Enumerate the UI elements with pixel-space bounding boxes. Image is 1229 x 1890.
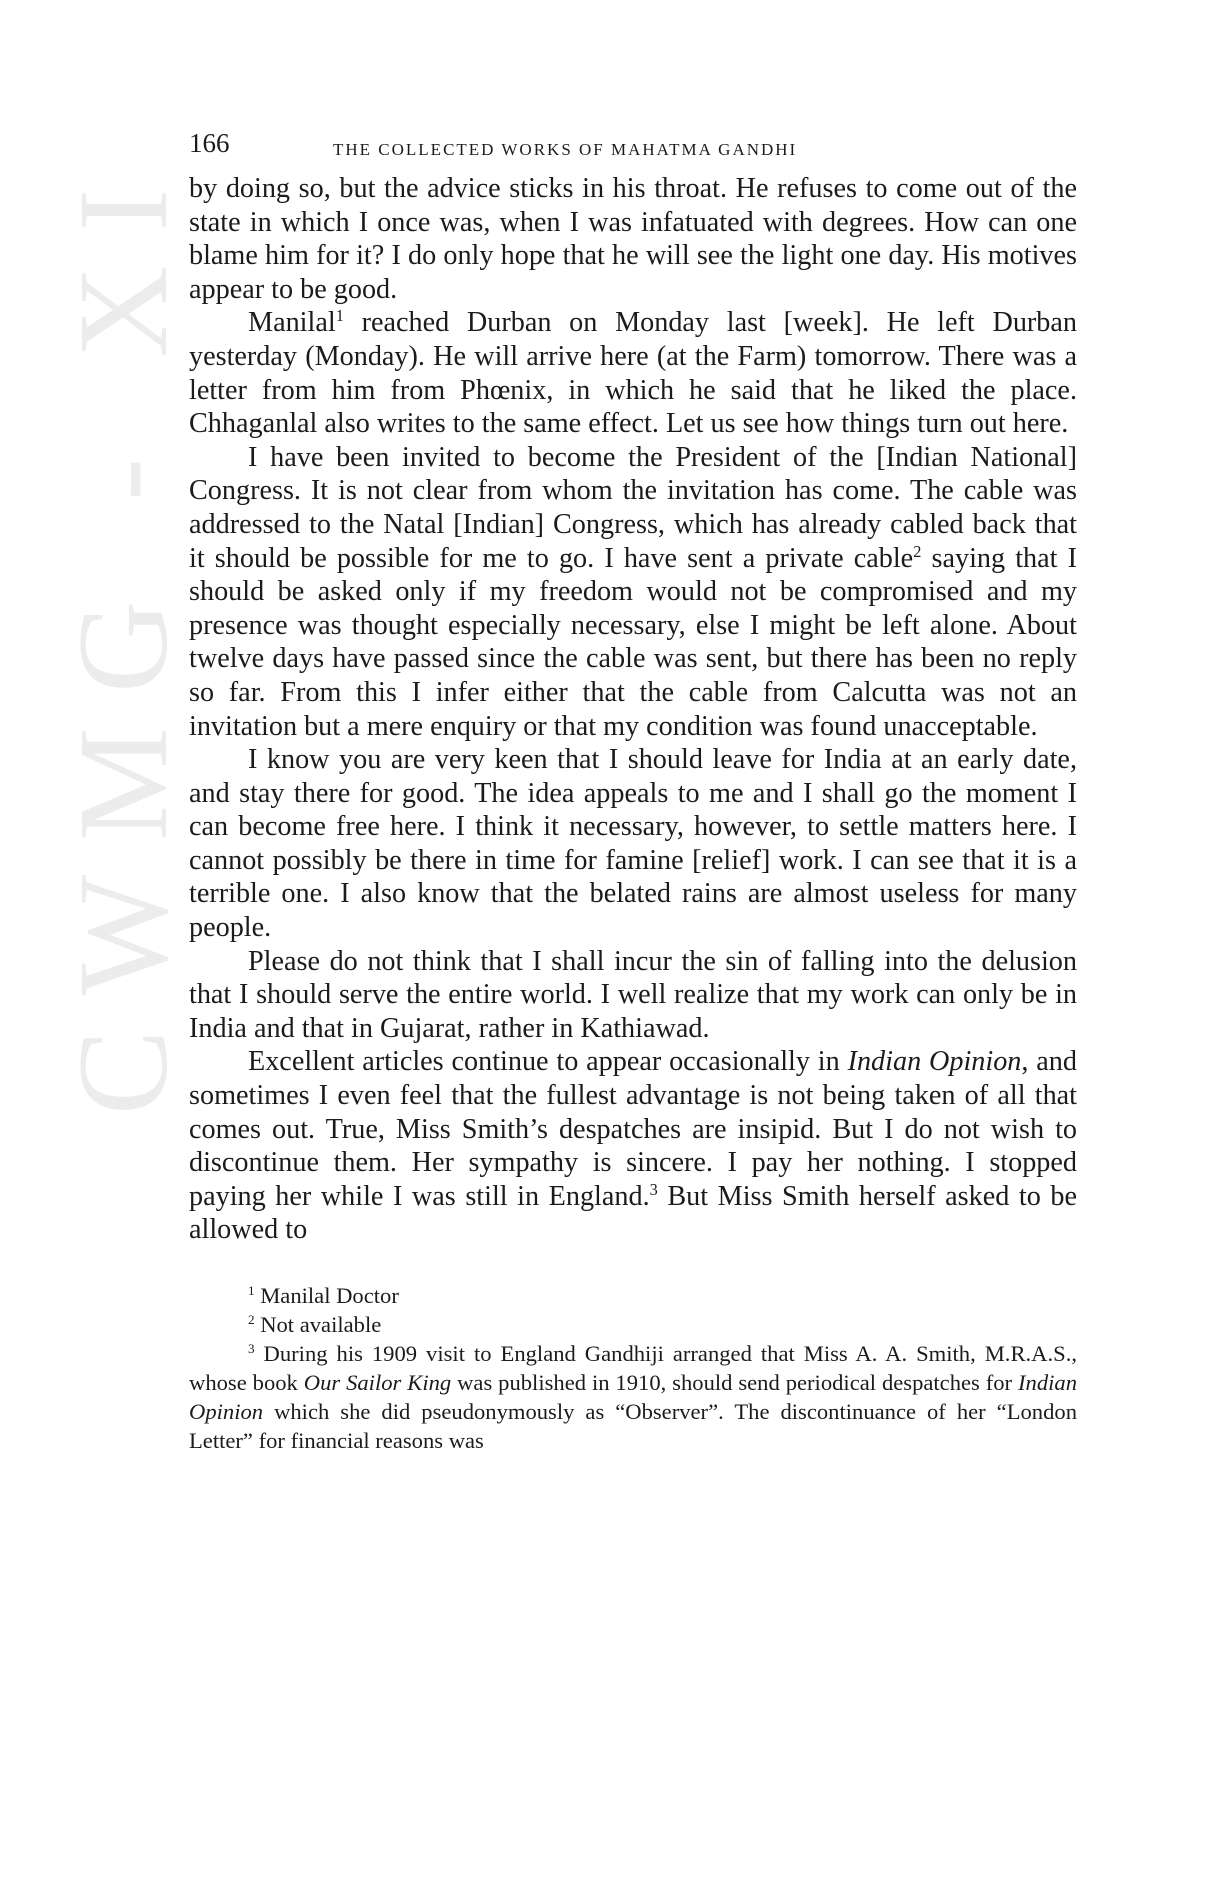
publication-title: Indian Opinion [847, 1046, 1022, 1078]
paragraph-6-text: , and sometimes I even feel that the fullest advantage is not being taken of all that comes out. True, Miss Smith’s despatches are insipid. But I do not wish to discontinue them. Her sympathy is sincere. I pay her nothing. I stopped paying her while I was still in England. [189, 1046, 1077, 1212]
footnote-number: 3 [248, 1341, 255, 1357]
footnote-ref-3: 3 [649, 1180, 658, 1199]
paragraph-3-text: saying that I should be asked only if my freedom would not be compromised and my presence was thought especially necessary, else I might be left alone. About twelve days have passed since the cable was sent, but there has been no reply so far. From this I infer either that the cable from Calcutta was not an invitation but a mere enquiry or that my condition was found unacceptable. [189, 542, 1078, 742]
footnote-text: was published in 1910, should send periodical despatches for [451, 1370, 1018, 1395]
footnote-3 [189, 1339, 1077, 1455]
footnote-ref-1: 1 [335, 306, 344, 326]
paragraph-2-text: Manilal [248, 307, 336, 339]
paragraph-2-text: reached Durban on Monday last [week]. He left Durban yesterday (Monday). He will arrive here (at the Farm) tomorrow. There was a letter from him from Phœnix, in which he said that he liked the place. Chhaganlal also writes to the same effect. Let us see how things turn out here. [189, 307, 1077, 440]
paragraph-6-text: But Miss Smith herself asked to be allowed to [189, 1180, 1077, 1246]
publication-title: Indian Opinion [189, 1370, 1077, 1424]
paragraph-2 [189, 306, 1077, 440]
footnote-text: During his 1909 visit to England Gandhiji arranged that Miss A. A. Smith, M.R.A.S., whose book [189, 1341, 1077, 1395]
page-number: 166 [189, 128, 230, 158]
footnote-text: which she did pseudonymously as “Observer”. The discontinuance of her “London Letter” for financial reasons was [189, 1399, 1077, 1453]
paragraph-6 [189, 1045, 1077, 1247]
paragraph-6-text: Excellent articles continue to appear occasionally in [248, 1046, 848, 1078]
footnote-ref-2: 2 [913, 541, 922, 561]
running-title: THE COLLECTED WORKS OF MAHATMA GANDHI [333, 140, 798, 159]
footnote-1 [189, 1281, 1077, 1310]
paragraph-3-text: I have been invited to become the President of the [Indian National] Congress. It is not clear from whom the invitation has come. The cable was addressed to the Natal [Indian] Congress, which has already cabled back that it should be possible for me to go. I have sent a private cable [189, 441, 1077, 574]
footnotes [189, 1281, 1077, 1455]
page [189, 128, 1077, 1455]
page-header [189, 128, 1077, 172]
book-title: Our Sailor King [303, 1370, 452, 1395]
paragraph-5: Please do not think that I shall incur the sin of falling into the delusion that I should serve the entire world. I well realize that my work can only be in India and that in Gujarat, rather in Kathiawad. [189, 945, 1077, 1044]
watermark: CWMG - XI [52, 154, 194, 1115]
paragraph-3 [189, 441, 1077, 743]
footnote-number: 1 [248, 1283, 255, 1299]
footnote-2 [189, 1310, 1077, 1339]
footnote-text: Not available [254, 1312, 382, 1337]
footnote-number: 2 [248, 1312, 255, 1328]
paragraph-1: by doing so, but the advice sticks in his throat. He refuses to come out of the state in which I once was, when I was infatuated with degrees. How can one blame him for it? I do only hope that he will see the light one day. His motives appear to be good. [189, 173, 1077, 305]
footnote-text: Manilal Doctor [254, 1283, 399, 1308]
paragraph-4: I know you are very keen that I should leave for India at an early date, and stay there for good. The idea appeals to me and I shall go the moment I can become free here. I think it necessary, however, to settle matters here. I cannot possibly be there in time for famine [relief] work. I can see that it is a terrible one. I also know that the belated rains are almost useless for many people. [189, 744, 1077, 944]
body-text [189, 172, 1077, 1247]
